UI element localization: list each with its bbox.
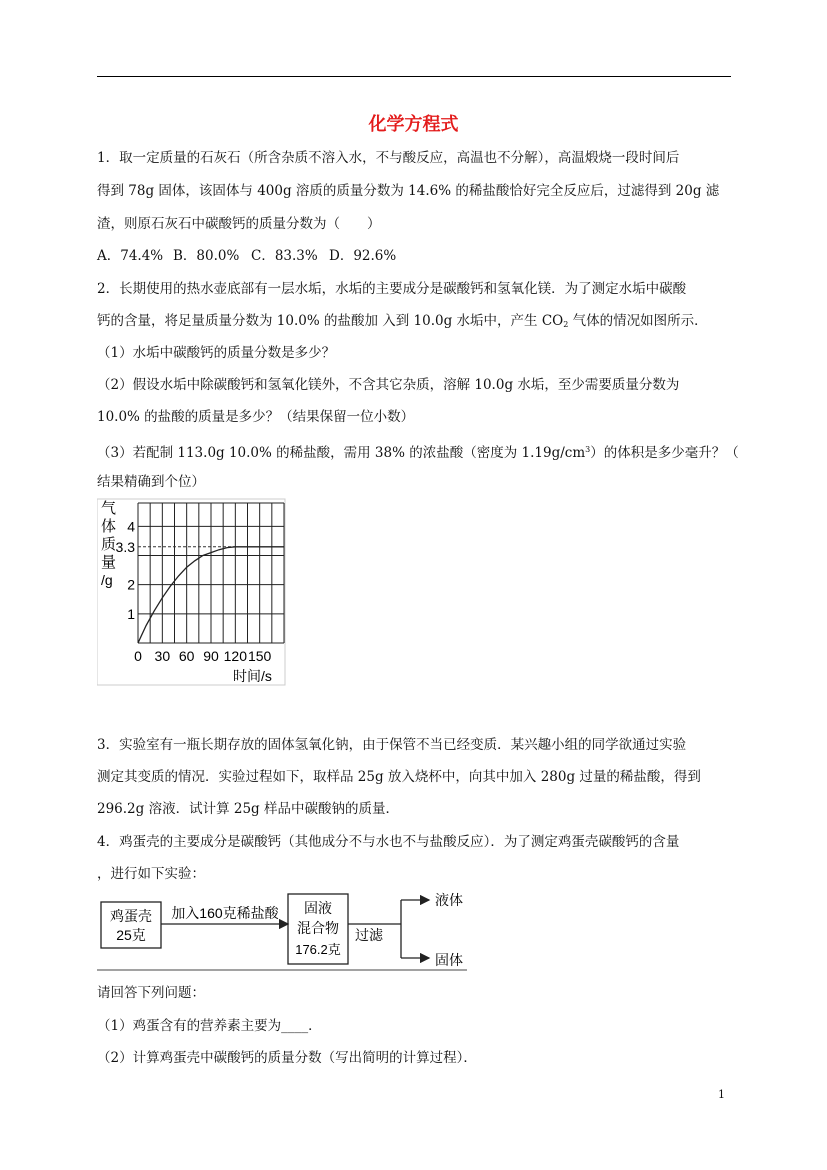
q4-line1: 4．鸡蛋壳的主要成分是碳酸钙（其他成分不与水也不与盐酸反应）．为了测定鸡蛋壳碳酸钙的含量 bbox=[97, 834, 680, 850]
x-tick-label: 30 bbox=[154, 648, 171, 664]
y-tick-label: 4 bbox=[127, 518, 135, 535]
y-tick-label: 3.3 bbox=[115, 538, 135, 555]
x-tick-label: 0 bbox=[134, 648, 142, 664]
eggshell-box-line1: 鸡蛋壳 bbox=[110, 908, 152, 924]
q2-sub2a: （2）假设水垢中除碳酸钙和氢氧化镁外，不含其它杂质，溶解 10.0g 水垢，至少需要质量分数为 bbox=[97, 377, 680, 393]
q2-sub1: （1）水垢中碳酸钙的质量分数是多少？ bbox=[97, 345, 336, 361]
ylabel-char-5: /g bbox=[101, 572, 113, 588]
q4-sub1: （1）鸡蛋含有的营养素主要为____． bbox=[97, 1018, 322, 1034]
experiment-flow-diagram bbox=[97, 886, 469, 972]
x-tick-label: 60 bbox=[178, 648, 195, 664]
q1-option-c: C．83.3% bbox=[251, 248, 318, 264]
q1-options bbox=[97, 248, 731, 264]
page-title: 化学方程式 bbox=[368, 114, 459, 135]
q3-line2: 测定其变质的情况．实验过程如下，取样品 25g 放入烧杯中，向其中加入 280g 过量的稀盐酸，得到 bbox=[97, 769, 701, 785]
q2-line2: 钙的含量，将足量质量分数为 10.0% 的盐酸加 入到 10.0g 水垢中，产生 $CO_2$ 气体的情况如图所示． bbox=[97, 313, 708, 329]
out-solid: 固体 bbox=[435, 952, 463, 968]
ylabel-char-3: 质 bbox=[101, 536, 117, 553]
page-number: 1 bbox=[718, 1088, 725, 1101]
co2-mass-chart bbox=[97, 497, 287, 687]
x-tick-label: 120 bbox=[223, 648, 248, 664]
q2-sub3a: （3）若配制 113.0g 10.0% 的稀盐酸，需用 38% 的浓盐酸（密度为 $1.19g/cm^3$）的体积是多少毫升？（ bbox=[97, 445, 739, 461]
ylabel-char-1: 气 bbox=[101, 500, 117, 517]
mixture-box-line1: 固液 bbox=[304, 900, 332, 916]
q1-option-a: A．74.4% bbox=[97, 248, 164, 264]
x-tick-label: 90 bbox=[203, 648, 219, 664]
ylabel-char-4: 量 bbox=[101, 554, 117, 571]
x-axis-label: 时间/s bbox=[233, 668, 272, 684]
arrow-2-label: 过滤 bbox=[355, 927, 383, 943]
q1-option-b: B．80.0% bbox=[173, 248, 240, 264]
y-tick-label: 1 bbox=[127, 605, 135, 622]
q1-line1: 1．取一定质量的石灰石（所含杂质不溶入水，不与酸反应，高温也不分解），高温煅烧一段时间后 bbox=[97, 150, 680, 166]
arrow-1-label: 加入160克稀盐酸 bbox=[171, 905, 279, 921]
q3-line3: 296.2g 溶液．试计算 25g 样品中碳酸钠的质量． bbox=[97, 801, 399, 817]
q2-sub3c: 结果精确到个位） bbox=[97, 474, 205, 490]
chart-svg bbox=[97, 497, 287, 687]
header-rule bbox=[97, 76, 731, 77]
q4-prompt: 请回答下列问题： bbox=[97, 985, 205, 1001]
mixture-box-line2: 混合物 bbox=[297, 920, 339, 936]
ylabel-char-2: 体 bbox=[101, 518, 117, 535]
mixture-box-line3: 176.2克 bbox=[295, 942, 341, 957]
y-tick-label: 2 bbox=[127, 576, 135, 593]
chart-grid bbox=[138, 503, 284, 643]
q4-sub2: （2）计算鸡蛋壳中碳酸钙的质量分数（写出简明的计算过程）． bbox=[97, 1050, 477, 1066]
q2-line1: 2．长期使用的热水壶底部有一层水垢，水垢的主要成分是碳酸钙和氢氧化镁．为了测定水垢中碳酸 bbox=[97, 281, 687, 297]
q1-line2: 得到 78g 固体，该固体与 400g 溶质的质量分数为 14.6% 的稀盐酸恰好完全反应后，过滤得到 20g 滤 bbox=[97, 183, 720, 199]
q2-sub2b: 10.0% 的盐酸的质量是多少？（结果保留一位小数） bbox=[97, 409, 415, 425]
q3-line1: 3．实验室有一瓶长期存放的固体氢氧化钠，由于保管不当已经变质．某兴趣小组的同学欲通过实验 bbox=[97, 737, 687, 753]
q4-line2: ，进行如下实验： bbox=[97, 866, 205, 882]
flow-svg bbox=[97, 886, 469, 972]
x-tick-label: 150 bbox=[247, 648, 272, 664]
q1-option-d: D．92.6% bbox=[329, 248, 397, 264]
out-liquid: 液体 bbox=[435, 892, 463, 908]
eggshell-box-line2: 25克 bbox=[116, 927, 146, 943]
q1-line3: 渣，则原石灰石中碳酸钙的质量分数为（ ） bbox=[97, 216, 381, 232]
